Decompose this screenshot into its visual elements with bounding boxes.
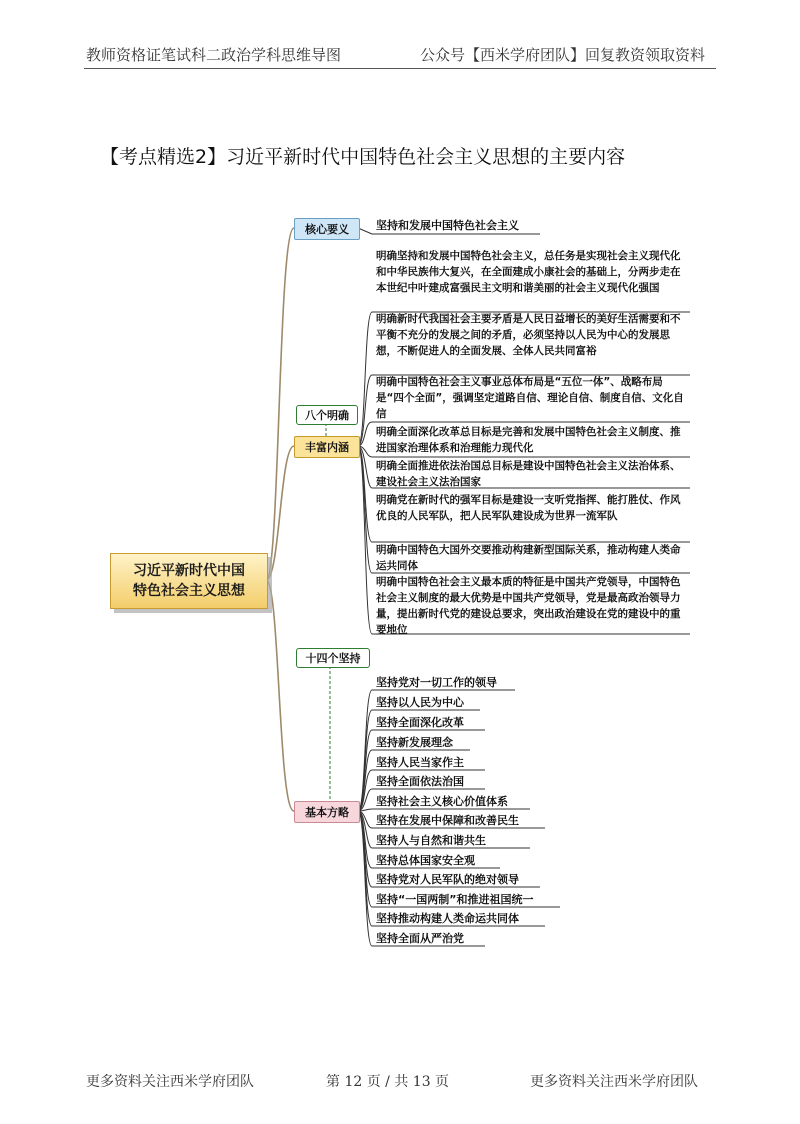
rich-leaf: 明确全面深化改革总目标是完善和发展中国特色社会主义制度、推进国家治理体系和治理能力现代化 [376, 426, 681, 454]
connector-core [266, 228, 294, 580]
rich-leaf: 明确坚持和发展中国特色社会主义，总任务是实现社会主义现代化和中华民族伟大复兴，在全面建成小康社会的基础上，分两步走在本世纪中叶建成富强民主文明和谐美丽的社会主义现代化强国 [376, 250, 681, 294]
rich-links [358, 312, 372, 634]
link-core-0 [358, 228, 372, 234]
branch-core: 核心要义 [294, 218, 360, 240]
branch-rich: 丰富内涵 [294, 436, 360, 458]
rich-leaf: 明确中国特色大国外交要推动构建新型国际关系，推动构建人类命运共同体 [376, 544, 681, 572]
basic-leaf: 坚持党对人民军队的绝对领导 [376, 873, 519, 886]
header-right-text: 公众号【西米学府团队】回复教资领取资料 [420, 46, 706, 64]
rich-leaf: 明确全面推进依法治国总目标是建设中国特色社会主义法治体系、建设社会主义法治国家 [376, 460, 681, 488]
basic-leaf: 坚持“一国两制”和推进祖国统一 [376, 893, 534, 906]
basic-leaf: 坚持全面依法治国 [376, 775, 464, 788]
page-title: 【考点精选2】习近平新时代中国特色社会主义思想的主要内容 [100, 146, 626, 168]
central-topic [110, 553, 268, 609]
basic-leaf: 坚持人与自然和谐共生 [376, 834, 486, 847]
rich-leaf: 明确中国特色社会主义事业总体布局是“五位一体”、战略布局是“四个全面”，强调坚定道路自信、理论自信、制度自信、文化自信 [376, 376, 684, 420]
page-number: 第 12 页 / 共 13 页 [326, 1074, 450, 1090]
footer-left-text: 更多资料关注西米学府团队 [86, 1074, 254, 1090]
branch-basic: 基本方略 [294, 801, 360, 823]
basic-leaf: 坚持推动构建人类命运共同体 [376, 912, 519, 925]
rich-leaf: 明确党在新时代的强军目标是建设一支听党指挥、能打胜仗、作风优良的人民军队，把人民军队建设成为世界一流军队 [376, 494, 681, 522]
basic-leaf: 坚持以人民为中心 [376, 696, 464, 709]
rich-leaf: 明确新时代我国社会主要矛盾是人民日益增长的美好生活需要和不平衡不充分的发展之间的矛盾，必须坚持以人民为中心的发展思想，不断促进人的全面发展、全体人民共同富裕 [376, 313, 681, 357]
basic-leaf: 坚持在发展中保障和改善民生 [376, 814, 519, 827]
basic-links [358, 690, 372, 946]
basic-leaf: 坚持党对一切工作的领导 [376, 676, 497, 689]
basic-leaf: 坚持全面从严治党 [376, 932, 464, 945]
basic-leaf: 坚持总体国家安全观 [376, 854, 475, 867]
core-leaf: 坚持和发展中国特色社会主义 [376, 219, 519, 232]
basic-leaf: 坚持全面深化改革 [376, 716, 464, 729]
connector-basic [266, 580, 294, 811]
header-left-text: 教师资格证笔试科二政治学科思维导图 [86, 46, 342, 64]
basic-leaf: 坚持新发展理念 [376, 736, 453, 749]
footer-right-text: 更多资料关注西米学府团队 [530, 1074, 698, 1090]
rich-leaf: 明确中国特色社会主义最本质的特征是中国共产党领导，中国特色社会主义制度的最大优势是中国共产党领导，党是最高政治领导力量，提出新时代党的建设总要求，突出政治建设在党的建设中的重要地位 [376, 576, 681, 636]
basic-leaf: 坚持社会主义核心价值体系 [376, 795, 508, 808]
connector-rich [266, 446, 294, 580]
callout-eight-clarifications: 八个明确 [296, 405, 358, 425]
basic-leaf: 坚持人民当家作主 [376, 756, 464, 769]
callout-fourteen-adherences: 十四个坚持 [296, 648, 370, 668]
central-topic-line2: 特色社会主义思想 [133, 583, 245, 599]
central-topic-line1: 习近平新时代中国 [133, 563, 245, 579]
